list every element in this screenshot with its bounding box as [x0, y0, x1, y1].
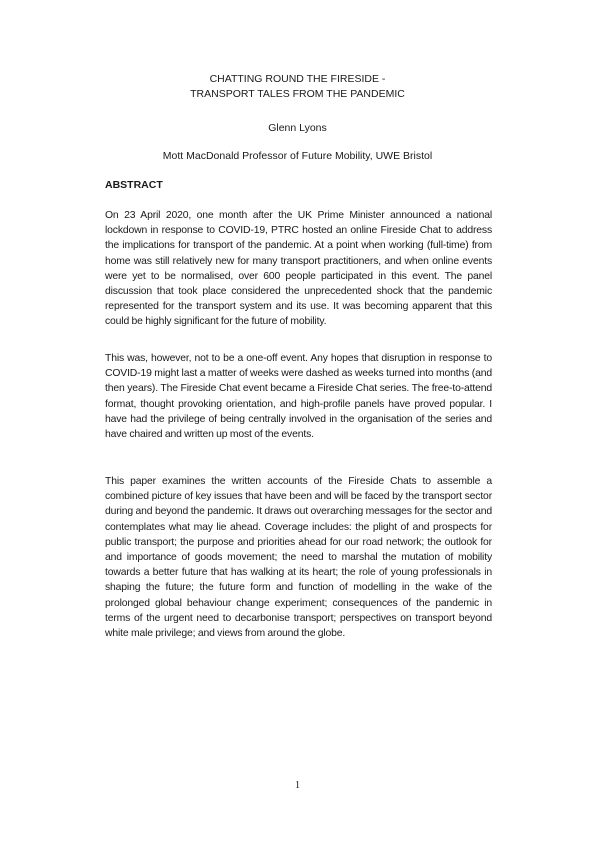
- abstract-paragraph-1: On 23 April 2020, one month after the UK Prime Minister announced a national lockdown in response to COVID-19, PTRC hosted an online Fireside Chat to address the implications for transport of the pandemic. At a point when working (full-time) from home was still relatively new for many transport practitioners, and when online events were yet to be normalised, over 600 people participated in this event. The panel discussion that took place considered the unprecedented shock that the pandemic represented for the transport system and its use. It was becoming apparent that this could be highly significant for the future of mobility.: [105, 210, 492, 328]
- title-line-1: CHATTING ROUND THE FIRESIDE -: [209, 73, 386, 85]
- paper-title: [0, 72, 595, 102]
- title-line-2: TRANSPORT TALES FROM THE PANDEMIC: [190, 88, 405, 100]
- abstract-paragraph-3: This paper examines the written accounts of the Fireside Chats to assemble a combined picture of key issues that have been and will be faced by the transport sector during and beyond the pandemic. It draws out overarching messages for the sector and contemplates what may lie ahead. Coverage includes: the plight of and prospects for public transport; the purpose and priorities ahead for our road network; the outlook for and importance of goods movement; the need to marshal the mutation of mobility towards a better future that has walking at its heart; the role of young professionals in shaping the future; the future form and function of modelling in the wake of the prolonged global behaviour change experiment; consequences of the pandemic in terms of the urgent need to decarbonise transport; perspectives on transport beyond white male privilege; and views from around the globe.: [105, 476, 492, 640]
- abstract-heading: ABSTRACT: [105, 179, 163, 191]
- author-affiliation: Mott MacDonald Professor of Future Mobility, UWE Bristol: [162, 150, 433, 162]
- page-number: 1: [294, 780, 301, 791]
- author-name: Glenn Lyons: [268, 122, 327, 134]
- abstract-paragraph-2: This was, however, not to be a one-off event. Any hopes that disruption in response to COVID-19 might last a matter of weeks were dashed as weeks turned into months (and then years). The Fireside Chat event became a Fireside Chat series. The free-to-attend format, thought provoking orientation, and high-profile panels have proved popular. I have had the privilege of being centrally involved in the organisation of the series and have chaired and written up most of the events.: [105, 353, 492, 441]
